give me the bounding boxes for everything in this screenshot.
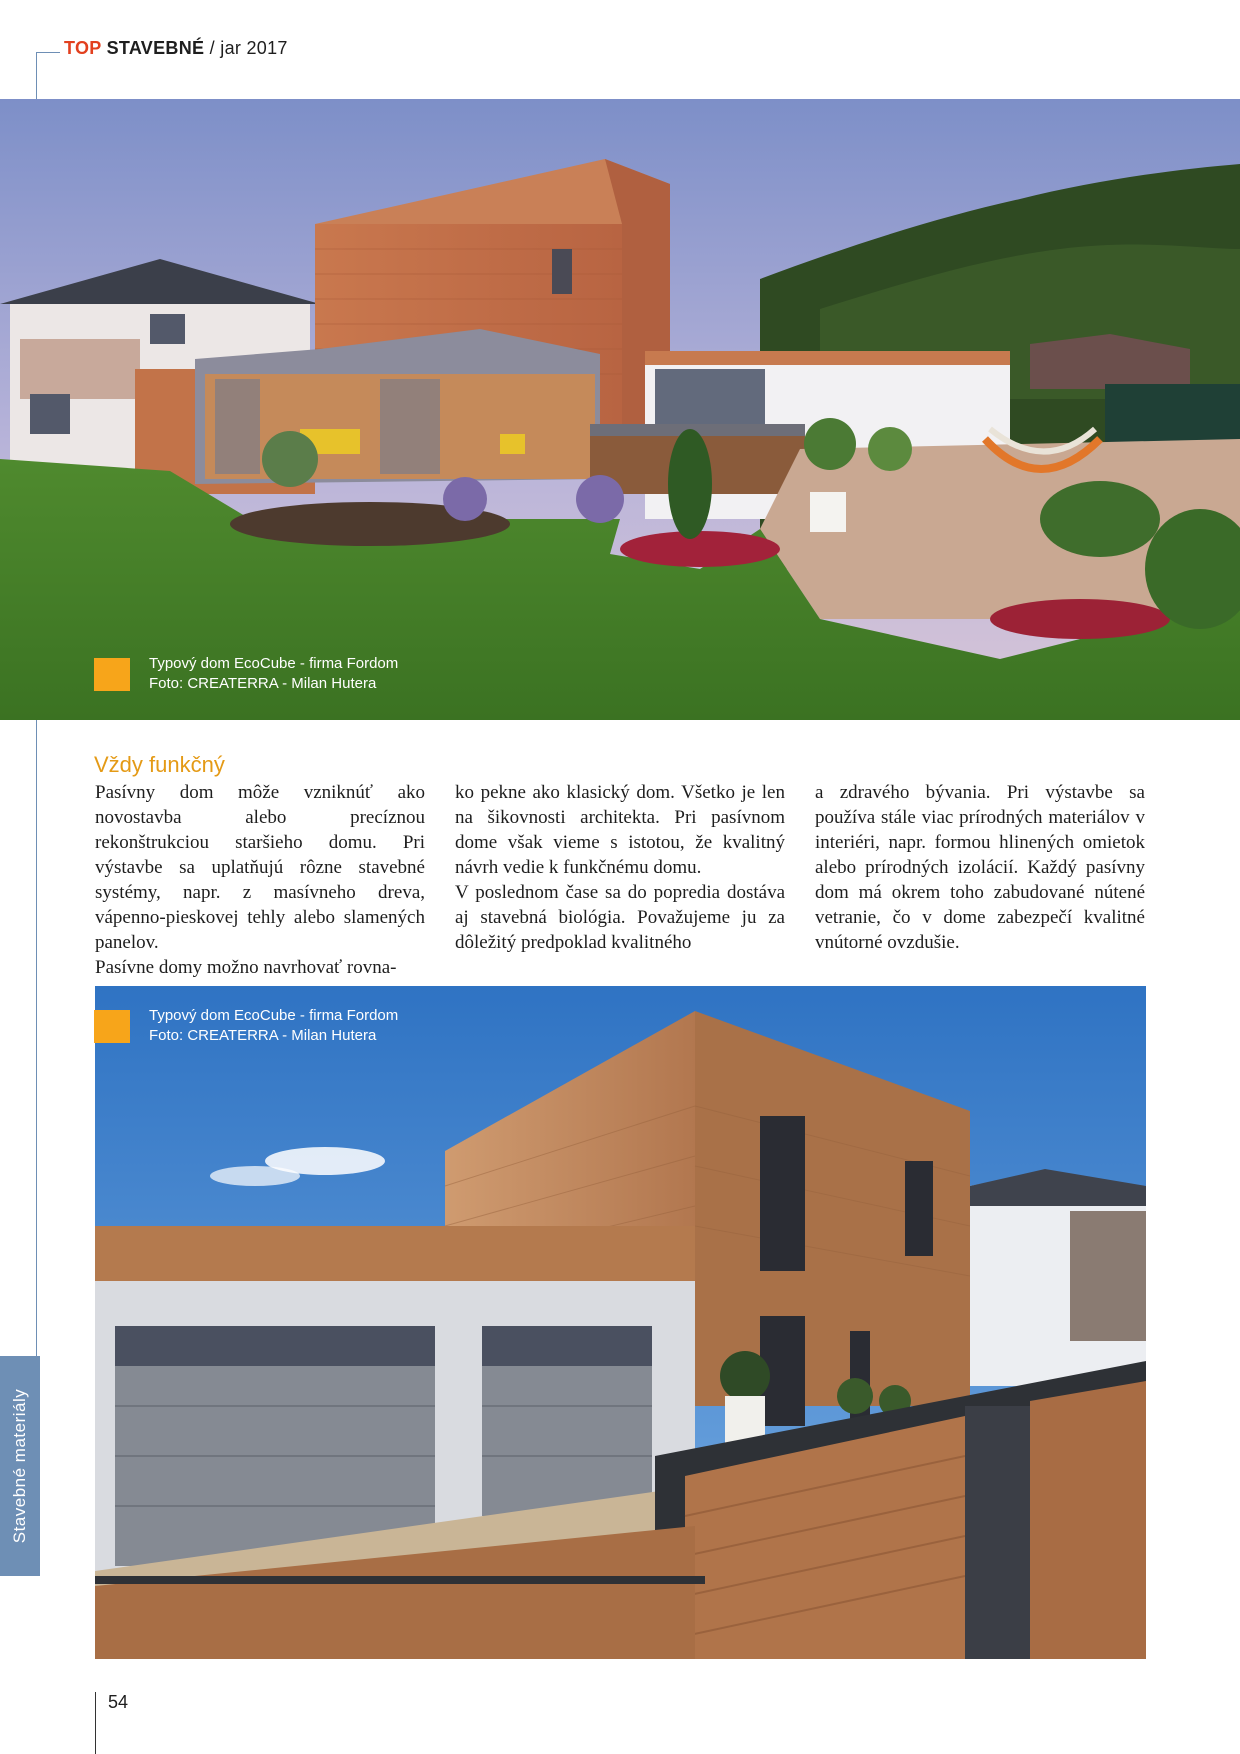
brand-name: STAVEBNÉ [106, 38, 205, 58]
brand-top: TOP [64, 38, 102, 58]
paragraph: V poslednom čase sa do popredia dostáva aj stavebná biológia. Považujeme ju za dôležitý predpoklad kvalitného [455, 882, 785, 953]
caption-line: Typový dom EcoCube - firma Fordom [149, 655, 399, 672]
section-tab-label: Stavebné materiály [10, 1388, 29, 1544]
house-photo-garden [0, 99, 1240, 720]
caption-line: Typový dom EcoCube - firma Fordom [149, 1007, 399, 1024]
paragraph: ko pekne ako klasický dom. Všetko je len na šikovnosti architekta. Pri pasívnom dome však vieme s istotou, že kvalitný návrh vedie k funkčnému domu. [455, 782, 785, 878]
photo-caption [149, 654, 398, 694]
caption-credit: Foto: CREATERRA - Milan Hutera [149, 675, 377, 692]
page-number: 54 [108, 1692, 129, 1712]
paragraph: Pasívny dom môže vzniknúť ako novostavba alebo precíznou rekonštrukciou staršieho domu. Pri výstavbe sa uplatňujú rôzne stavebné systémy, napr. z masívneho dreva, vápenno-pieskovej tehly alebo slamených panelov. [95, 782, 425, 953]
caption-credit: Foto: CREATERRA - Milan Hutera [149, 1027, 377, 1044]
paragraph: Pasívne domy možno navrhovať rovna- [95, 957, 397, 978]
paragraph: a zdravého bývania. Pri výstavbe sa používa stále viac prírodných materiálov v interiéri, napr. formou hlinených omietok alebo prírodných izolácií. Každý pasívny dom má okrem toho zabudované nútené vetranie, čo v dome zabezpečí kvalitné vnútorné ovzdušie. [815, 782, 1145, 953]
caption-marker [94, 1010, 130, 1043]
magazine-header [64, 38, 288, 59]
footer-rule [95, 1692, 96, 1754]
side-rule [36, 720, 37, 1360]
header-separator: / [209, 38, 215, 58]
article-column-1 [95, 780, 425, 980]
article-heading: Vždy funkčný [94, 752, 225, 777]
header-rule-horizontal [36, 52, 60, 53]
header-rule [36, 52, 37, 100]
house-photo-garage [95, 986, 1146, 1659]
caption-marker [94, 658, 130, 691]
issue-label: jar 2017 [220, 38, 288, 58]
photo-caption [149, 1006, 398, 1046]
article-column-3 [815, 780, 1145, 955]
article-column-2 [455, 780, 785, 955]
